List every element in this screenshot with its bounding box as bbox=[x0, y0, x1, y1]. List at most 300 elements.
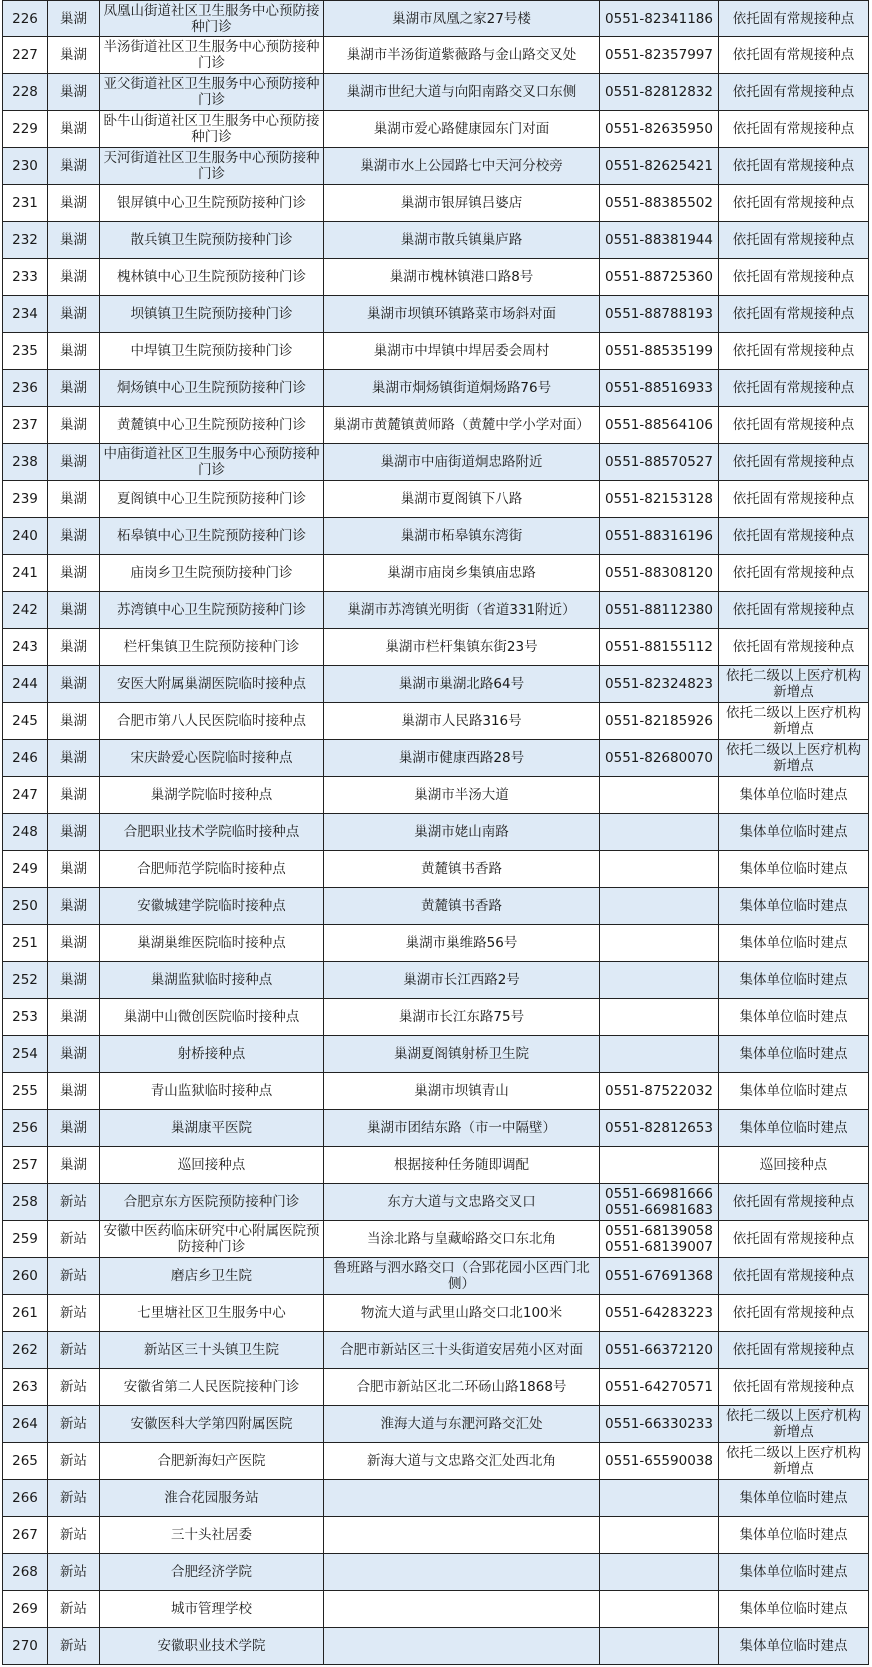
site-name-cell: 巡回接种点 bbox=[100, 1147, 324, 1184]
phone-cell: 0551-88155112 bbox=[600, 629, 719, 666]
site-type-cell: 依托固有常规接种点 bbox=[719, 1369, 869, 1406]
site-type-cell: 依托固有常规接种点 bbox=[719, 185, 869, 222]
address-cell: 巢湖市烔炀镇街道烔炀路76号 bbox=[324, 370, 600, 407]
district-cell: 巢湖 bbox=[48, 740, 100, 777]
site-name-cell: 庙岗乡卫生院预防接种门诊 bbox=[100, 555, 324, 592]
phone-cell: 0551-88535199 bbox=[600, 333, 719, 370]
table-row bbox=[3, 407, 869, 444]
table-row bbox=[3, 111, 869, 148]
site-type-cell: 集体单位临时建点 bbox=[719, 888, 869, 925]
phone-cell: 0551-88112380 bbox=[600, 592, 719, 629]
site-type-cell: 依托二级以上医疗机构新增点 bbox=[719, 703, 869, 740]
site-type-cell: 依托固有常规接种点 bbox=[719, 1295, 869, 1332]
site-type-cell: 依托固有常规接种点 bbox=[719, 222, 869, 259]
address-cell: 巢湖市巢维路56号 bbox=[324, 925, 600, 962]
address-cell: 合肥市新站区北二环砀山路1868号 bbox=[324, 1369, 600, 1406]
site-type-cell: 集体单位临时建点 bbox=[719, 1591, 869, 1628]
district-cell: 新站 bbox=[48, 1628, 100, 1665]
address-cell: 黄麓镇书香路 bbox=[324, 851, 600, 888]
site-type-cell: 依托固有常规接种点 bbox=[719, 148, 869, 185]
site-name-cell: 巢湖学院临时接种点 bbox=[100, 777, 324, 814]
address-cell: 巢湖市健康西路28号 bbox=[324, 740, 600, 777]
table-row bbox=[3, 1480, 869, 1517]
site-type-cell: 依托固有常规接种点 bbox=[719, 1, 869, 37]
row-number-cell: 260 bbox=[3, 1258, 48, 1295]
row-number-cell: 241 bbox=[3, 555, 48, 592]
district-cell: 巢湖 bbox=[48, 629, 100, 666]
address-cell: 巢湖市长江东路75号 bbox=[324, 999, 600, 1036]
address-cell: 巢湖市半汤街道紫薇路与金山路交叉处 bbox=[324, 37, 600, 74]
site-name-cell: 苏湾镇中心卫生院预防接种门诊 bbox=[100, 592, 324, 629]
table-row bbox=[3, 518, 869, 555]
site-type-cell: 依托固有常规接种点 bbox=[719, 370, 869, 407]
district-cell: 巢湖 bbox=[48, 444, 100, 481]
table-row bbox=[3, 444, 869, 481]
table-row bbox=[3, 296, 869, 333]
site-name-cell: 夏阁镇中心卫生院预防接种门诊 bbox=[100, 481, 324, 518]
row-number-cell: 262 bbox=[3, 1332, 48, 1369]
table-row bbox=[3, 222, 869, 259]
table-row bbox=[3, 1554, 869, 1591]
phone-cell: 0551-88725360 bbox=[600, 259, 719, 296]
district-cell: 巢湖 bbox=[48, 888, 100, 925]
district-cell: 巢湖 bbox=[48, 481, 100, 518]
district-cell: 新站 bbox=[48, 1295, 100, 1332]
site-name-cell: 新站区三十头镇卫生院 bbox=[100, 1332, 324, 1369]
row-number-cell: 237 bbox=[3, 407, 48, 444]
site-type-cell: 集体单位临时建点 bbox=[719, 777, 869, 814]
phone-cell: 0551-82357997 bbox=[600, 37, 719, 74]
district-cell: 新站 bbox=[48, 1554, 100, 1591]
phone-cell: 0551-82812832 bbox=[600, 74, 719, 111]
site-name-cell: 坝镇镇卫生院预防接种门诊 bbox=[100, 296, 324, 333]
phone-cell: 0551-82635950 bbox=[600, 111, 719, 148]
site-type-cell: 集体单位临时建点 bbox=[719, 1480, 869, 1517]
table-row bbox=[3, 592, 869, 629]
district-cell: 新站 bbox=[48, 1332, 100, 1369]
address-cell: 合肥市新站区三十头街道安居苑小区对面 bbox=[324, 1332, 600, 1369]
phone-cell bbox=[600, 777, 719, 814]
site-type-cell: 集体单位临时建点 bbox=[719, 999, 869, 1036]
phone-cell bbox=[600, 1147, 719, 1184]
district-cell: 巢湖 bbox=[48, 37, 100, 74]
address-cell: 新海大道与文忠路交汇处西北角 bbox=[324, 1443, 600, 1480]
site-name-cell: 半汤街道社区卫生服务中心预防接种门诊 bbox=[100, 37, 324, 74]
site-type-cell: 依托固有常规接种点 bbox=[719, 518, 869, 555]
table-row bbox=[3, 740, 869, 777]
address-cell: 物流大道与武里山路交口北100米 bbox=[324, 1295, 600, 1332]
site-name-cell: 合肥新海妇产医院 bbox=[100, 1443, 324, 1480]
table-row bbox=[3, 999, 869, 1036]
table-row bbox=[3, 1036, 869, 1073]
phone-cell: 0551-88381944 bbox=[600, 222, 719, 259]
site-type-cell: 依托固有常规接种点 bbox=[719, 259, 869, 296]
district-cell: 巢湖 bbox=[48, 148, 100, 185]
district-cell: 巢湖 bbox=[48, 962, 100, 999]
table-row bbox=[3, 1147, 869, 1184]
vaccination-sites-table bbox=[2, 0, 869, 1665]
address-cell: 巢湖市坝镇环镇路菜市场斜对面 bbox=[324, 296, 600, 333]
district-cell: 巢湖 bbox=[48, 296, 100, 333]
site-type-cell: 集体单位临时建点 bbox=[719, 925, 869, 962]
table-row bbox=[3, 1184, 869, 1221]
site-name-cell: 射桥接种点 bbox=[100, 1036, 324, 1073]
site-name-cell: 卧牛山街道社区卫生服务中心预防接种门诊 bbox=[100, 111, 324, 148]
phone-cell bbox=[600, 1480, 719, 1517]
site-name-cell: 天河街道社区卫生服务中心预防接种门诊 bbox=[100, 148, 324, 185]
address-cell: 巢湖市中庙街道炯忠路附近 bbox=[324, 444, 600, 481]
row-number-cell: 227 bbox=[3, 37, 48, 74]
address-cell: 巢湖市世纪大道与向阳南路交叉口东侧 bbox=[324, 74, 600, 111]
phone-cell: 0551-67691368 bbox=[600, 1258, 719, 1295]
site-type-cell: 集体单位临时建点 bbox=[719, 1554, 869, 1591]
row-number-cell: 235 bbox=[3, 333, 48, 370]
row-number-cell: 263 bbox=[3, 1369, 48, 1406]
table-row bbox=[3, 703, 869, 740]
site-name-cell: 槐林镇中心卫生院预防接种门诊 bbox=[100, 259, 324, 296]
site-name-cell: 烔炀镇中心卫生院预防接种门诊 bbox=[100, 370, 324, 407]
address-cell: 巢湖市苏湾镇光明街（省道331附近） bbox=[324, 592, 600, 629]
address-cell: 巢湖市银屏镇吕婆店 bbox=[324, 185, 600, 222]
district-cell: 巢湖 bbox=[48, 74, 100, 111]
table-row bbox=[3, 1073, 869, 1110]
table-body bbox=[3, 1, 869, 1665]
table-row bbox=[3, 555, 869, 592]
site-name-cell: 银屏镇中心卫生院预防接种门诊 bbox=[100, 185, 324, 222]
table-row bbox=[3, 370, 869, 407]
district-cell: 巢湖 bbox=[48, 1147, 100, 1184]
site-type-cell: 集体单位临时建点 bbox=[719, 1036, 869, 1073]
phone-cell: 0551-82812653 bbox=[600, 1110, 719, 1147]
address-cell: 巢湖市栏杆集镇东街23号 bbox=[324, 629, 600, 666]
site-name-cell: 淮合花园服务站 bbox=[100, 1480, 324, 1517]
table-row bbox=[3, 1258, 869, 1295]
phone-cell: 0551-88316196 bbox=[600, 518, 719, 555]
table-row bbox=[3, 962, 869, 999]
table-row bbox=[3, 1332, 869, 1369]
phone-line: 0551-68139058 bbox=[605, 1223, 713, 1239]
phone-cell bbox=[600, 814, 719, 851]
site-type-cell: 依托固有常规接种点 bbox=[719, 1221, 869, 1258]
district-cell: 巢湖 bbox=[48, 555, 100, 592]
site-type-cell: 依托固有常规接种点 bbox=[719, 1184, 869, 1221]
site-type-cell: 集体单位临时建点 bbox=[719, 814, 869, 851]
table-row bbox=[3, 1295, 869, 1332]
address-cell: 巢湖市姥山南路 bbox=[324, 814, 600, 851]
phone-cell: 0551-88788193 bbox=[600, 296, 719, 333]
phone-cell bbox=[600, 962, 719, 999]
district-cell: 巢湖 bbox=[48, 666, 100, 703]
row-number-cell: 251 bbox=[3, 925, 48, 962]
site-name-cell: 青山监狱临时接种点 bbox=[100, 1073, 324, 1110]
row-number-cell: 249 bbox=[3, 851, 48, 888]
site-name-cell: 合肥师范学院临时接种点 bbox=[100, 851, 324, 888]
row-number-cell: 240 bbox=[3, 518, 48, 555]
site-name-cell: 磨店乡卫生院 bbox=[100, 1258, 324, 1295]
address-cell: 巢湖市庙岗乡集镇庙忠路 bbox=[324, 555, 600, 592]
district-cell: 新站 bbox=[48, 1480, 100, 1517]
row-number-cell: 238 bbox=[3, 444, 48, 481]
row-number-cell: 270 bbox=[3, 1628, 48, 1665]
site-type-cell: 集体单位临时建点 bbox=[719, 851, 869, 888]
district-cell: 巢湖 bbox=[48, 185, 100, 222]
phone-cell bbox=[600, 1517, 719, 1554]
phone-cell: 0551-82153128 bbox=[600, 481, 719, 518]
phone-cell: 0551-82341186 bbox=[600, 1, 719, 37]
row-number-cell: 234 bbox=[3, 296, 48, 333]
row-number-cell: 267 bbox=[3, 1517, 48, 1554]
site-type-cell: 依托固有常规接种点 bbox=[719, 555, 869, 592]
site-name-cell: 合肥经济学院 bbox=[100, 1554, 324, 1591]
site-name-cell: 合肥京东方医院预防接种门诊 bbox=[100, 1184, 324, 1221]
site-type-cell: 依托二级以上医疗机构新增点 bbox=[719, 1443, 869, 1480]
district-cell: 巢湖 bbox=[48, 111, 100, 148]
address-cell: 巢湖市凤凰之家27号楼 bbox=[324, 1, 600, 37]
site-name-cell: 黄麓镇中心卫生院预防接种门诊 bbox=[100, 407, 324, 444]
table-row bbox=[3, 148, 869, 185]
row-number-cell: 255 bbox=[3, 1073, 48, 1110]
table-row bbox=[3, 1443, 869, 1480]
district-cell: 巢湖 bbox=[48, 814, 100, 851]
district-cell: 巢湖 bbox=[48, 1036, 100, 1073]
address-cell: 巢湖市柘皋镇东湾街 bbox=[324, 518, 600, 555]
phone-line-2: 0551-66981683 bbox=[605, 1202, 713, 1218]
district-cell: 新站 bbox=[48, 1443, 100, 1480]
row-number-cell: 242 bbox=[3, 592, 48, 629]
site-name-cell: 三十头社居委 bbox=[100, 1517, 324, 1554]
site-name-cell: 凤凰山街道社区卫生服务中心预防接种门诊 bbox=[100, 1, 324, 37]
district-cell: 巢湖 bbox=[48, 851, 100, 888]
site-type-cell: 依托二级以上医疗机构新增点 bbox=[719, 740, 869, 777]
table-row bbox=[3, 333, 869, 370]
site-name-cell: 栏杆集镇卫生院预防接种门诊 bbox=[100, 629, 324, 666]
district-cell: 巢湖 bbox=[48, 259, 100, 296]
address-cell bbox=[324, 1480, 600, 1517]
address-cell: 巢湖夏阁镇射桥卫生院 bbox=[324, 1036, 600, 1073]
row-number-cell: 230 bbox=[3, 148, 48, 185]
row-number-cell: 239 bbox=[3, 481, 48, 518]
site-type-cell: 集体单位临时建点 bbox=[719, 1110, 869, 1147]
row-number-cell: 229 bbox=[3, 111, 48, 148]
site-name-cell: 安徽城建学院临时接种点 bbox=[100, 888, 324, 925]
phone-cell bbox=[600, 888, 719, 925]
row-number-cell: 258 bbox=[3, 1184, 48, 1221]
phone-cell: 0551-82324823 bbox=[600, 666, 719, 703]
table-row bbox=[3, 37, 869, 74]
table-row bbox=[3, 1628, 869, 1665]
table-row bbox=[3, 1406, 869, 1443]
address-cell: 黄麓镇书香路 bbox=[324, 888, 600, 925]
site-type-cell: 依托固有常规接种点 bbox=[719, 629, 869, 666]
row-number-cell: 244 bbox=[3, 666, 48, 703]
phone-cell: 0551-88516933 bbox=[600, 370, 719, 407]
site-type-cell: 依托固有常规接种点 bbox=[719, 1332, 869, 1369]
district-cell: 巢湖 bbox=[48, 703, 100, 740]
site-type-cell: 依托二级以上医疗机构新增点 bbox=[719, 666, 869, 703]
table-row bbox=[3, 481, 869, 518]
table-row bbox=[3, 1517, 869, 1554]
table-row bbox=[3, 851, 869, 888]
district-cell: 巢湖 bbox=[48, 592, 100, 629]
row-number-cell: 250 bbox=[3, 888, 48, 925]
address-cell: 当涂北路与皇藏峪路交口东北角 bbox=[324, 1221, 600, 1258]
phone-cell: 0551-88385502 bbox=[600, 185, 719, 222]
site-type-cell: 依托固有常规接种点 bbox=[719, 296, 869, 333]
row-number-cell: 245 bbox=[3, 703, 48, 740]
district-cell: 巢湖 bbox=[48, 222, 100, 259]
table-row bbox=[3, 666, 869, 703]
table-row bbox=[3, 1, 869, 37]
phone-cell: 0551-88308120 bbox=[600, 555, 719, 592]
phone-cell: 0551-82185926 bbox=[600, 703, 719, 740]
table-row bbox=[3, 1110, 869, 1147]
district-cell: 巢湖 bbox=[48, 407, 100, 444]
row-number-cell: 261 bbox=[3, 1295, 48, 1332]
address-cell bbox=[324, 1554, 600, 1591]
site-type-cell: 集体单位临时建点 bbox=[719, 1073, 869, 1110]
address-cell: 巢湖市爱心路健康园东门对面 bbox=[324, 111, 600, 148]
phone-cell: 0551-82680070 bbox=[600, 740, 719, 777]
address-cell: 根据接种任务随即调配 bbox=[324, 1147, 600, 1184]
site-name-cell: 散兵镇卫生院预防接种门诊 bbox=[100, 222, 324, 259]
site-name-cell: 巢湖康平医院 bbox=[100, 1110, 324, 1147]
table-row bbox=[3, 259, 869, 296]
table-row bbox=[3, 814, 869, 851]
row-number-cell: 247 bbox=[3, 777, 48, 814]
row-number-cell: 231 bbox=[3, 185, 48, 222]
site-name-cell: 巢湖中山微创医院临时接种点 bbox=[100, 999, 324, 1036]
row-number-cell: 252 bbox=[3, 962, 48, 999]
row-number-cell: 233 bbox=[3, 259, 48, 296]
address-cell bbox=[324, 1628, 600, 1665]
site-type-cell: 依托固有常规接种点 bbox=[719, 111, 869, 148]
table-row bbox=[3, 1591, 869, 1628]
district-cell: 巢湖 bbox=[48, 1, 100, 37]
row-number-cell: 269 bbox=[3, 1591, 48, 1628]
table-row bbox=[3, 629, 869, 666]
district-cell: 巢湖 bbox=[48, 518, 100, 555]
phone-cell: 0551-65590038 bbox=[600, 1443, 719, 1480]
phone-cell: 0551-88570527 bbox=[600, 444, 719, 481]
row-number-cell: 236 bbox=[3, 370, 48, 407]
district-cell: 新站 bbox=[48, 1591, 100, 1628]
district-cell: 新站 bbox=[48, 1517, 100, 1554]
table-row bbox=[3, 888, 869, 925]
site-type-cell: 集体单位临时建点 bbox=[719, 1628, 869, 1665]
site-type-cell: 依托固有常规接种点 bbox=[719, 74, 869, 111]
address-cell: 巢湖市散兵镇巢庐路 bbox=[324, 222, 600, 259]
address-cell bbox=[324, 1517, 600, 1554]
site-name-cell: 柘皋镇中心卫生院预防接种门诊 bbox=[100, 518, 324, 555]
row-number-cell: 257 bbox=[3, 1147, 48, 1184]
phone-cell bbox=[600, 1554, 719, 1591]
row-number-cell: 253 bbox=[3, 999, 48, 1036]
site-name-cell: 合肥职业技术学院临时接种点 bbox=[100, 814, 324, 851]
site-name-cell: 合肥市第八人民医院临时接种点 bbox=[100, 703, 324, 740]
site-name-cell: 城市管理学校 bbox=[100, 1591, 324, 1628]
phone-cell: 0551-66330233 bbox=[600, 1406, 719, 1443]
address-cell: 淮海大道与东淝河路交汇处 bbox=[324, 1406, 600, 1443]
phone-cell bbox=[600, 1628, 719, 1665]
address-cell bbox=[324, 1591, 600, 1628]
site-name-cell: 中庙街道社区卫生服务中心预防接种门诊 bbox=[100, 444, 324, 481]
row-number-cell: 228 bbox=[3, 74, 48, 111]
row-number-cell: 265 bbox=[3, 1443, 48, 1480]
site-name-cell: 安徽中医药临床研究中心附属医院预防接种门诊 bbox=[100, 1221, 324, 1258]
site-type-cell: 依托固有常规接种点 bbox=[719, 592, 869, 629]
row-number-cell: 232 bbox=[3, 222, 48, 259]
site-name-cell: 巢湖监狱临时接种点 bbox=[100, 962, 324, 999]
district-cell: 巢湖 bbox=[48, 999, 100, 1036]
row-number-cell: 246 bbox=[3, 740, 48, 777]
district-cell: 新站 bbox=[48, 1406, 100, 1443]
row-number-cell: 248 bbox=[3, 814, 48, 851]
address-cell: 鲁班路与泗水路交口（合郢花园小区西门北侧） bbox=[324, 1258, 600, 1295]
row-number-cell: 264 bbox=[3, 1406, 48, 1443]
phone-cell: 0551-64270571 bbox=[600, 1369, 719, 1406]
phone-cell bbox=[600, 851, 719, 888]
phone-cell bbox=[600, 999, 719, 1036]
address-cell: 巢湖市水上公园路七中天河分校旁 bbox=[324, 148, 600, 185]
district-cell: 新站 bbox=[48, 1369, 100, 1406]
address-cell: 巢湖市长江西路2号 bbox=[324, 962, 600, 999]
phone-cell: 0551-88564106 bbox=[600, 407, 719, 444]
site-type-cell: 依托固有常规接种点 bbox=[719, 481, 869, 518]
address-cell: 巢湖市夏阁镇下八路 bbox=[324, 481, 600, 518]
district-cell: 巢湖 bbox=[48, 333, 100, 370]
site-type-cell: 巡回接种点 bbox=[719, 1147, 869, 1184]
address-cell: 巢湖市黄麓镇黄师路（黄麓中学小学对面） bbox=[324, 407, 600, 444]
site-name-cell: 安徽职业技术学院 bbox=[100, 1628, 324, 1665]
phone-cell: 0551-64283223 bbox=[600, 1295, 719, 1332]
table-row bbox=[3, 185, 869, 222]
table-row bbox=[3, 1369, 869, 1406]
site-type-cell: 依托固有常规接种点 bbox=[719, 1258, 869, 1295]
table-row bbox=[3, 777, 869, 814]
site-name-cell: 亚父街道社区卫生服务中心预防接种门诊 bbox=[100, 74, 324, 111]
row-number-cell: 266 bbox=[3, 1480, 48, 1517]
site-type-cell: 依托固有常规接种点 bbox=[719, 37, 869, 74]
site-name-cell: 七里塘社区卫生服务中心 bbox=[100, 1295, 324, 1332]
address-cell: 东方大道与文忠路交叉口 bbox=[324, 1184, 600, 1221]
district-cell: 巢湖 bbox=[48, 370, 100, 407]
site-type-cell: 依托固有常规接种点 bbox=[719, 333, 869, 370]
district-cell: 新站 bbox=[48, 1184, 100, 1221]
district-cell: 巢湖 bbox=[48, 1073, 100, 1110]
table-row bbox=[3, 925, 869, 962]
address-cell: 巢湖市槐林镇港口路8号 bbox=[324, 259, 600, 296]
phone-cell bbox=[600, 1184, 719, 1221]
row-number-cell: 256 bbox=[3, 1110, 48, 1147]
table-row bbox=[3, 1221, 869, 1258]
row-number-cell: 226 bbox=[3, 1, 48, 37]
address-cell: 巢湖市团结东路（市一中隔壁） bbox=[324, 1110, 600, 1147]
site-name-cell: 安徽医科大学第四附属医院 bbox=[100, 1406, 324, 1443]
phone-line: 0551-66981666 bbox=[605, 1186, 713, 1202]
address-cell: 巢湖市坝镇青山 bbox=[324, 1073, 600, 1110]
site-type-cell: 依托二级以上医疗机构新增点 bbox=[719, 1406, 869, 1443]
row-number-cell: 254 bbox=[3, 1036, 48, 1073]
district-cell: 新站 bbox=[48, 1258, 100, 1295]
row-number-cell: 259 bbox=[3, 1221, 48, 1258]
phone-cell: 0551-82625421 bbox=[600, 148, 719, 185]
phone-cell: 0551-87522032 bbox=[600, 1073, 719, 1110]
address-cell: 巢湖市中垾镇中垾居委会周村 bbox=[324, 333, 600, 370]
site-type-cell: 依托固有常规接种点 bbox=[719, 407, 869, 444]
site-name-cell: 巢湖巢维医院临时接种点 bbox=[100, 925, 324, 962]
site-name-cell: 中垾镇卫生院预防接种门诊 bbox=[100, 333, 324, 370]
site-type-cell: 依托固有常规接种点 bbox=[719, 444, 869, 481]
